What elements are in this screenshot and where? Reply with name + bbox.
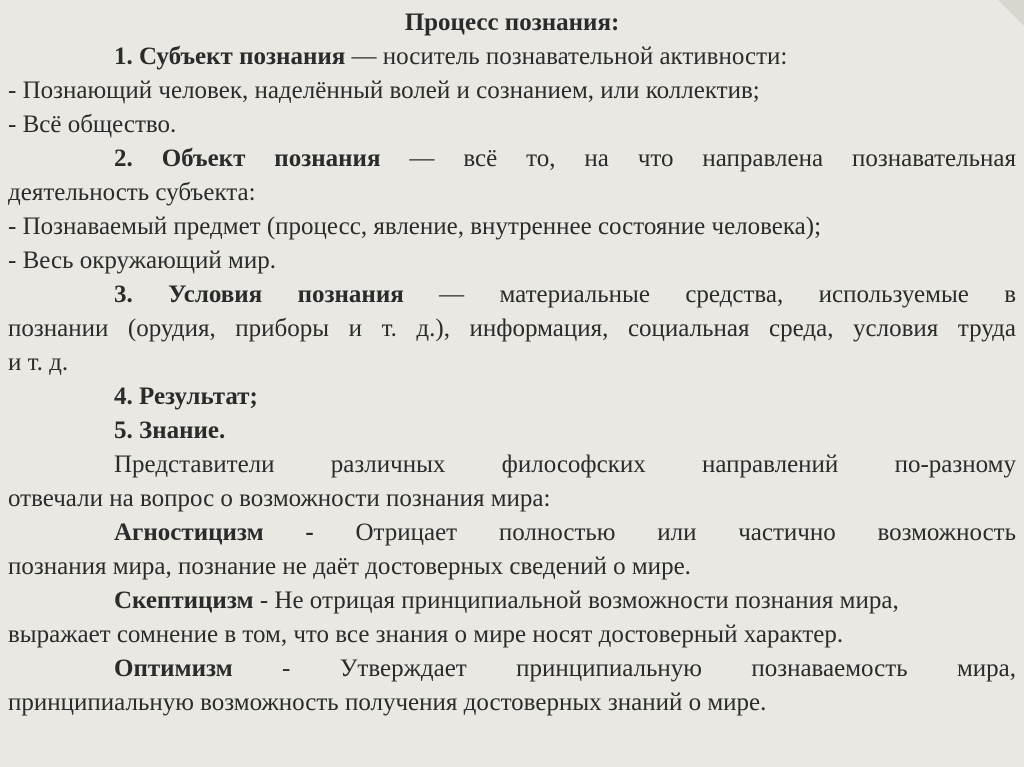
term-object: Объект познания: [161, 145, 381, 172]
definition-text: - Утверждает принципиальную познаваемость мира,: [232, 655, 1016, 682]
definition-text: — всё то, на что направлена познавательная: [380, 145, 1017, 172]
item-number: 1.: [114, 43, 133, 70]
page-title: Процесс познания:: [404, 9, 620, 36]
list-item: - Познающий человек, наделённый волей и сознанием, или коллектив;: [8, 77, 760, 104]
definition-continuation: принципиальную возможность получения достоверных знаний о мире.: [8, 689, 767, 716]
definition-text: Отрицает полностью или частично возможность: [313, 519, 1017, 546]
definition-text: — носитель познавательной активности:: [345, 43, 788, 70]
definition-continuation: деятельность субъекта:: [8, 179, 256, 206]
term-optimism: Оптимизм: [114, 655, 233, 682]
item-number: 2.: [114, 145, 133, 172]
item-subject-heading: [8, 40, 1016, 74]
list-item: - Всё общество.: [8, 111, 177, 138]
definition-continuation: познании (орудия, приборы и т. д.), информация, социальная среда, условия труда: [8, 315, 1016, 342]
item-object-heading: [8, 142, 1016, 176]
item-conditions-heading: [8, 278, 1016, 312]
item-result: [8, 380, 1016, 414]
term-knowledge: 5. Знание.: [114, 417, 226, 444]
definition-continuation: выражает сомнение в том, что все знания о мире носят достоверный характер.: [8, 621, 844, 648]
skepticism-paragraph: [8, 584, 1016, 618]
agnosticism-paragraph: [8, 516, 1016, 550]
term-subject: Субъект познания: [139, 43, 346, 70]
intro-paragraph: Представители различных философских направлений по-разному: [114, 451, 1016, 478]
definition-text: - Не отрицая принципиальной возможности познания мира,: [253, 587, 899, 614]
intro-continuation: отвечали на вопрос о возможности познания мира:: [8, 485, 551, 512]
definition-text: — материальные средства, используемые в: [403, 281, 1016, 308]
term-agnosticism: Агностицизм -: [114, 519, 314, 546]
list-item: - Весь окружающий мир.: [8, 247, 276, 274]
item-knowledge: [8, 414, 1016, 448]
term-conditions: Условия познания: [168, 281, 404, 308]
definition-continuation: и т. д.: [8, 349, 69, 376]
optimism-paragraph: [8, 652, 1016, 686]
term-result: 4. Результат;: [114, 383, 258, 410]
item-number: 3.: [114, 281, 133, 308]
term-skepticism: Скептицизм: [114, 587, 254, 614]
list-item: - Познаваемый предмет (процесс, явление, внутреннее состояние человека);: [8, 213, 822, 240]
definition-continuation: познания мира, познание не даёт достоверных сведений о мире.: [8, 553, 691, 580]
